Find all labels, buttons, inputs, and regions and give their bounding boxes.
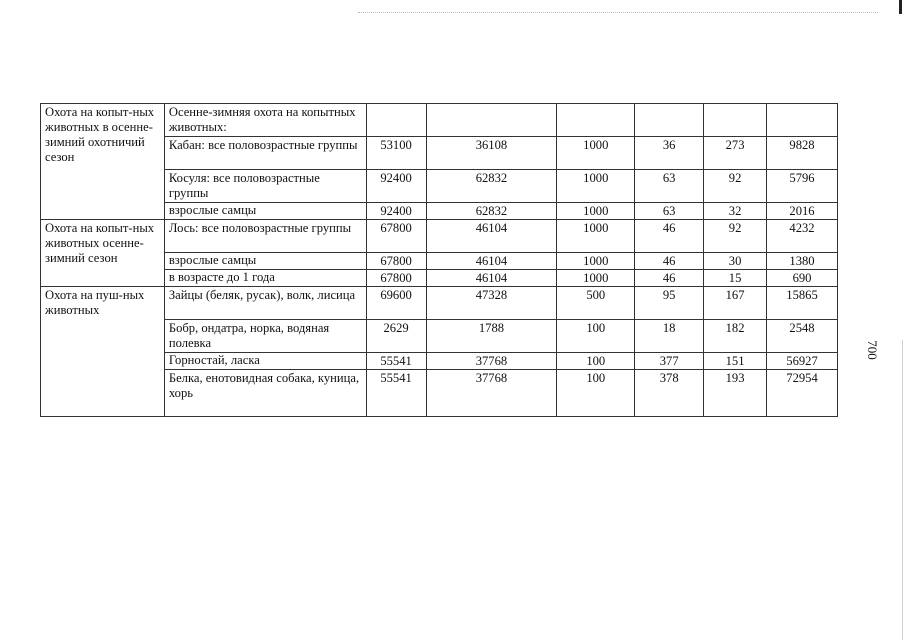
row-label: Бобр, ондатра, норка, водяная полевка: [164, 320, 366, 353]
cell-value: 273: [704, 137, 767, 170]
cell-value: 15: [704, 270, 767, 287]
page-number: 700: [865, 340, 880, 360]
cell-value: 1000: [557, 220, 635, 253]
cell-value: 5796: [767, 170, 838, 203]
scan-noise-dots: [358, 12, 878, 19]
cell-value: 92: [704, 170, 767, 203]
cell-value: 46: [635, 270, 704, 287]
cell-value: 67800: [366, 253, 426, 270]
cell-value: 72954: [767, 370, 838, 417]
cell-value: 92: [704, 220, 767, 253]
cell-value: 167: [704, 287, 767, 320]
cell-value: 4232: [767, 220, 838, 253]
table-row: [41, 104, 838, 137]
cell-value: 1000: [557, 270, 635, 287]
table-row: [41, 220, 838, 253]
cell-value: 92400: [366, 203, 426, 220]
cell-value: 193: [704, 370, 767, 417]
cell-value: 18: [635, 320, 704, 353]
cell-value: 1000: [557, 253, 635, 270]
cell-value: 500: [557, 287, 635, 320]
hunting-table: [40, 103, 838, 417]
cell-value: 690: [767, 270, 838, 287]
cell-value: 1788: [426, 320, 557, 353]
cell-value: 2548: [767, 320, 838, 353]
cell-value: 53100: [366, 137, 426, 170]
group-label: Охота на пуш-ных животных: [41, 287, 165, 417]
cell-value: 56927: [767, 353, 838, 370]
cell-value: 46104: [426, 253, 557, 270]
cell-value: 30: [704, 253, 767, 270]
cell-value: 15865: [767, 287, 838, 320]
cell-value: 92400: [366, 170, 426, 203]
cell-value: 63: [635, 170, 704, 203]
cell-value: 69600: [366, 287, 426, 320]
row-label: взрослые самцы: [164, 203, 366, 220]
cell-value: 37768: [426, 370, 557, 417]
cell-value: 62832: [426, 203, 557, 220]
cell-value: 46: [635, 253, 704, 270]
cell-value: 67800: [366, 270, 426, 287]
cell-value: 55541: [366, 370, 426, 417]
scan-edge-line: [902, 340, 903, 640]
cell-value: 151: [704, 353, 767, 370]
cell-value: 100: [557, 353, 635, 370]
table-row: [41, 287, 838, 320]
cell-value: 36108: [426, 137, 557, 170]
cell-value: 32: [704, 203, 767, 220]
cell-value: 2629: [366, 320, 426, 353]
cell-value: 55541: [366, 353, 426, 370]
row-label: Кабан: все половозрастные группы: [164, 137, 366, 170]
row-label: Косуля: все половозрастные группы: [164, 170, 366, 203]
cell-value: 100: [557, 320, 635, 353]
cell-value: 46104: [426, 220, 557, 253]
row-label: взрослые самцы: [164, 253, 366, 270]
row-label: Белка, енотовидная собака, куница, хорь: [164, 370, 366, 417]
cell-value: 100: [557, 370, 635, 417]
cell-value: 2016: [767, 203, 838, 220]
cell-value: 378: [635, 370, 704, 417]
cell-value: 9828: [767, 137, 838, 170]
cell-value: 67800: [366, 220, 426, 253]
cell-value: 1000: [557, 170, 635, 203]
cell-value: 36: [635, 137, 704, 170]
cell-value: 63: [635, 203, 704, 220]
row-label: в возрасте до 1 года: [164, 270, 366, 287]
row-label: Зайцы (беляк, русак), волк, лисица: [164, 287, 366, 320]
cell-value: 1380: [767, 253, 838, 270]
cell-value: 62832: [426, 170, 557, 203]
group-label: Охота на копыт-ных животных осенне-зимний сезон: [41, 220, 165, 287]
group-label: Охота на копыт-ных животных в осенне-зимний охотничий сезон: [41, 104, 165, 220]
row-label: Осенне-зимняя охота на копытных животных:: [164, 104, 366, 137]
row-label: Горностай, ласка: [164, 353, 366, 370]
cell-value: 37768: [426, 353, 557, 370]
cell-value: 182: [704, 320, 767, 353]
cell-value: 1000: [557, 203, 635, 220]
scan-edge-mark: [899, 0, 902, 14]
cell-value: 95: [635, 287, 704, 320]
cell-value: 47328: [426, 287, 557, 320]
cell-value: 46104: [426, 270, 557, 287]
cell-value: 1000: [557, 137, 635, 170]
cell-value: 46: [635, 220, 704, 253]
cell-value: 377: [635, 353, 704, 370]
row-label: Лось: все половозрастные группы: [164, 220, 366, 253]
